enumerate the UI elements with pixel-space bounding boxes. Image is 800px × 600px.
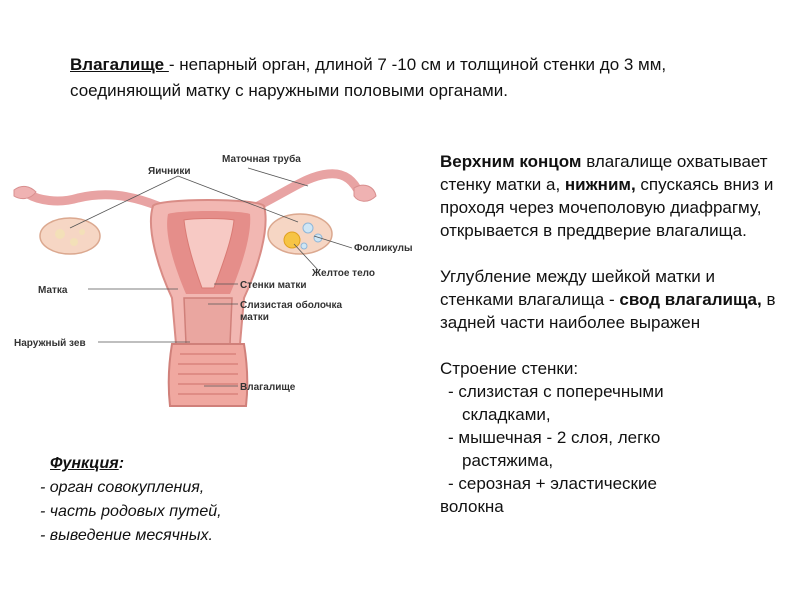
cervix xyxy=(184,298,232,344)
function-heading-row xyxy=(40,452,400,476)
function-item: - орган совокупления, xyxy=(40,479,205,496)
corpus-luteum-shape xyxy=(284,232,300,248)
follicle-shape xyxy=(303,223,313,233)
vagina-shape xyxy=(169,344,248,406)
label-follicles: Фолликулы xyxy=(354,243,413,254)
left-ovary-follicle xyxy=(55,229,65,239)
function-heading: Функция xyxy=(50,455,119,472)
intro-text: - непарный орган, длиной 7 -10 см и толщиной стенки до 3 мм, соединяющий матку с наружными половыми органами. xyxy=(70,55,667,100)
text-span: Углубление между шейкой матки и стенками влагалища - xyxy=(440,267,715,309)
follicle-shape xyxy=(301,243,307,249)
intro-paragraph xyxy=(70,52,760,104)
intro-term: Влагалище xyxy=(70,55,169,74)
layer-line: - слизистая с поперечными xyxy=(448,382,664,401)
bold-fornix: свод влагалища, xyxy=(619,290,762,309)
right-fimbriae xyxy=(354,185,376,201)
right-ovary xyxy=(268,214,332,254)
label-mucosa-1: Слизистая оболочка xyxy=(240,300,343,311)
layer-line: складками, xyxy=(462,405,551,424)
layer-line: - мышечная - 2 слоя, легко xyxy=(448,428,661,447)
label-uterus-walls: Стенки матки xyxy=(240,280,307,291)
label-tube: Маточная труба xyxy=(222,154,301,165)
label-external-os: Наружный зев xyxy=(14,338,86,349)
function-colon: : xyxy=(118,455,125,472)
text-span: спускаясь вниз и проходя через мочеполовую диафрагму, открывается в преддверие влагалища. xyxy=(440,175,774,240)
label-uterus: Матка xyxy=(38,285,68,296)
left-ovary-follicle xyxy=(79,229,85,235)
label-corpus-luteum: Желтое тело xyxy=(312,268,375,279)
function-item: - выведение месячных. xyxy=(40,527,213,544)
text-span: влагалище охватывает стенку матки а, xyxy=(440,152,768,194)
label-vagina: Влагалище xyxy=(240,382,296,393)
uterus-diagram xyxy=(8,148,428,408)
layer-line: растяжима, xyxy=(462,451,554,470)
left-ovary-follicle xyxy=(70,238,78,246)
right-text-block xyxy=(440,150,785,518)
structure-title: Строение стенки: xyxy=(440,359,579,378)
bold-lower: нижним, xyxy=(564,175,636,194)
label-ovaries: Яичники xyxy=(148,166,191,177)
paragraph-fornix xyxy=(440,265,785,334)
layer-line: - серозная + эластические xyxy=(448,474,657,493)
text-span: в задней части наиболее выражен xyxy=(440,290,776,332)
layer-line: волокна xyxy=(440,497,504,516)
right-tube xyxy=(258,174,360,206)
label-mucosa-2: матки xyxy=(240,312,269,323)
function-block xyxy=(40,452,400,548)
bold-upper-end: Верхним концом xyxy=(440,152,582,171)
paragraph-upper-lower xyxy=(440,150,785,242)
function-item: - часть родовых путей, xyxy=(40,503,222,520)
left-tube xyxy=(28,194,158,206)
left-ovary xyxy=(40,218,100,254)
